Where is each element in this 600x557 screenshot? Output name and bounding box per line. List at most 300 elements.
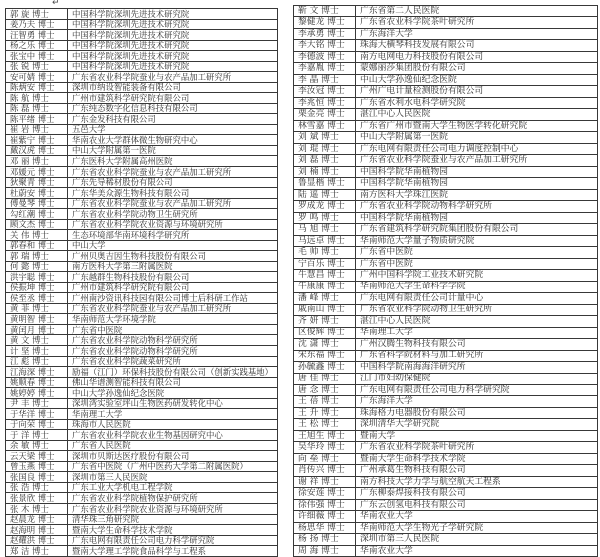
doctor-name-cell: 郭 瑞 博士 (6, 251, 68, 261)
affiliation-cell: 广东省农业科学院动物卫生研究所 (360, 304, 492, 315)
doctor-name-cell: 陈炳安 博士 (6, 83, 68, 93)
table-row (294, 201, 597, 212)
affiliation-cell: 中山大学孙逸仙纪念医院 (360, 74, 457, 85)
table-row (294, 213, 597, 224)
affiliation-cell: 南方医科大学第三附属医院 (72, 261, 173, 272)
table-row (294, 465, 597, 476)
affiliation-cell: 广东省农业科学院茶叶研究所 (360, 17, 475, 28)
affiliation-cell: 华南师范大学环境学院 (72, 314, 156, 324)
table-row (6, 9, 277, 20)
affiliation-cell: 广东先导稀材股份有限公司 (72, 177, 173, 188)
affiliation-cell: 广州中国科学院工业技术研究院 (360, 270, 484, 280)
affiliation-cell: 广东省中医院 (360, 247, 413, 258)
doctor-name-cell: 陈平绪 博士 (6, 114, 68, 124)
doctor-name-cell: 洪宇聪 博士 (6, 272, 68, 282)
affiliation-cell: 广东金发科技有限公司 (72, 114, 156, 124)
affiliation-cell: 广东云创氢电科技有限公司 (360, 499, 466, 510)
table-row (6, 114, 277, 125)
doctor-name-cell: 云天梁 博士 (6, 451, 68, 461)
affiliation-cell: 广州市建筑科学研究院有限公司 (72, 282, 190, 293)
table-row (6, 430, 277, 441)
table-row (6, 335, 277, 346)
affiliation-cell: 广州承葛生物科技有限公司 (360, 465, 466, 476)
affiliation-cell: 中国科学院深圳先进技术研究院 (72, 30, 190, 40)
doctor-name-cell: 刘 琨 博士 (294, 144, 356, 154)
doctor-name-cell: 吴华玲 博士 (294, 442, 356, 452)
doctor-name-cell: 李德波 博士 (294, 52, 356, 62)
affiliation-cell: 暨南大学生命科学技术学院 (360, 453, 466, 464)
table-row (294, 385, 597, 396)
table-row (294, 477, 597, 488)
doctor-roster-table-left (5, 8, 278, 557)
doctor-name-cell: 邓媛元 博士 (6, 167, 68, 177)
table-row (6, 314, 277, 325)
table-row (294, 52, 597, 63)
table-row (6, 272, 277, 283)
affiliation-cell: 华南农业大学 (360, 511, 413, 522)
table-row (294, 500, 597, 511)
doctor-name-cell: 安可婧 博士 (6, 72, 68, 82)
table-row (294, 236, 597, 247)
doctor-name-cell: 杨思华 博士 (294, 523, 356, 533)
doctor-name-cell: 栗金亮 博士 (294, 109, 356, 119)
table-row (6, 188, 277, 199)
table-row (6, 41, 277, 52)
table-row (6, 72, 277, 83)
table-row (6, 293, 277, 304)
table-row (294, 396, 597, 407)
doctor-name-cell: 宋东福 博士 (294, 351, 356, 361)
doctor-name-cell: 王 松 博士 (294, 419, 356, 429)
affiliation-cell: 广东省农业科学院动物科学研究所 (72, 346, 198, 356)
affiliation-cell: 广东海洋大学 (360, 396, 413, 407)
affiliation-cell: 清华珠三角研究院 (72, 514, 139, 525)
table-row (6, 241, 277, 252)
table-row (294, 178, 597, 189)
affiliation-cell: 中国科学院深圳先进技术研究院 (72, 51, 190, 61)
doctor-name-cell: 郭 旋 博士 (6, 9, 68, 19)
affiliation-cell: 广东省建筑科学研究院集团股份有限公司 (360, 224, 519, 235)
affiliation-cell: 中国科学院华南植物园 (360, 212, 448, 223)
doctor-name-cell: 马 旭 博士 (294, 224, 356, 234)
table-row (294, 351, 597, 362)
doctor-name-cell: 许细薇 博士 (294, 511, 356, 521)
table-row (6, 125, 277, 136)
affiliation-cell: 中山大学 (72, 240, 106, 251)
affiliation-cell: 中国科学院华南植物园 (360, 178, 448, 189)
affiliation-cell: 广东省农业科学院动物卫生研究所 (72, 209, 198, 219)
doctor-name-cell: 郭春和 博士 (6, 241, 68, 251)
table-row (294, 523, 597, 534)
affiliation-cell: 华南理工大学 (360, 327, 413, 338)
affiliation-cell: 南方医科大学珠江医院 (360, 189, 448, 200)
affiliation-cell: 生态环境部华南环境科学研究所 (72, 230, 190, 240)
table-row (6, 546, 277, 556)
doctor-name-cell: 徐安莲 博士 (294, 488, 356, 498)
table-row (6, 504, 277, 515)
table-row (294, 488, 597, 499)
table-row (6, 388, 277, 399)
table-row (294, 546, 597, 556)
affiliation-cell: 南方科技大学力学与航空航天工程系 (360, 476, 501, 487)
table-row (6, 146, 277, 157)
doctor-name-cell: 毛 帅 博士 (294, 247, 356, 257)
affiliation-cell: 珠海大横琴科技发展有限公司 (360, 40, 475, 51)
doctor-name-cell: 戴汉虎 博士 (6, 146, 68, 156)
table-row (6, 515, 277, 526)
affiliation-cell: 珠海市人民医院 (72, 419, 131, 430)
table-row (6, 178, 277, 189)
table-row (294, 442, 597, 453)
affiliation-cell: 广州汉腾生物科技有限公司 (360, 339, 466, 349)
table-row (6, 167, 277, 178)
table-row (294, 316, 597, 327)
affiliation-cell: 广东省人民医院 (72, 440, 131, 451)
doctor-name-cell: 罗 鸣 博士 (294, 213, 356, 223)
affiliation-cell: 广东省农业科学院农业资源与环境研究所 (72, 219, 223, 230)
table-row (294, 75, 597, 86)
table-row (294, 155, 597, 166)
affiliation-cell: 广东省第二人民医院 (360, 6, 440, 16)
table-row (294, 305, 597, 316)
affiliation-cell: 广东省农业科学院蔬菜研究所 (72, 356, 181, 367)
table-row (6, 420, 277, 431)
affiliation-cell: 广东电网有限责任公司电力科学研究院 (360, 384, 510, 395)
table-row (294, 339, 597, 350)
affiliation-cell: 广州贝奥吉因生物科技股份有限公司 (72, 251, 206, 261)
doctor-name-cell: 于 洋 博士 (6, 430, 68, 440)
doctor-name-cell: 李 晶 博士 (294, 75, 356, 85)
affiliation-cell: 中山大学附属第一医院 (360, 132, 448, 143)
affiliation-cell: 广东工业大学机电工程学院 (72, 482, 173, 493)
doctor-name-cell: 黎健龙 博士 (294, 17, 356, 27)
doctor-name-cell: 肖传兴 博士 (294, 465, 356, 475)
table-row (6, 156, 277, 167)
table-row (6, 62, 277, 73)
doctor-name-cell: 于华洋 博士 (6, 409, 68, 419)
table-row (6, 483, 277, 494)
affiliation-cell: 暨南大学理工学院食品科学与工程系 (72, 546, 206, 556)
doctor-name-cell: 牛慧昌 博士 (294, 270, 356, 280)
affiliation-cell: 中国科学院深圳先进技术研究院 (72, 19, 190, 30)
doctor-name-cell: 区俊辉 博士 (294, 328, 356, 338)
doctor-name-cell: 宁百乐 博士 (294, 259, 356, 269)
table-row (6, 20, 277, 31)
affiliation-cell: 江门市妇幼保健院 (360, 373, 431, 384)
table-row (294, 29, 597, 40)
doctor-name-cell: 侯振坤 博士 (6, 283, 68, 293)
affiliation-cell: 广东柳泰焊接科技有限公司 (360, 488, 466, 499)
affiliation-cell: 中国科学院深圳先进技术研究院 (72, 61, 190, 72)
table-row (6, 135, 277, 146)
doctor-name-cell: 罗成龙 博士 (294, 201, 356, 211)
table-row (294, 293, 597, 304)
table-row (294, 6, 597, 17)
affiliation-cell: 广东省科学院材料与加工研究所 (360, 350, 484, 361)
doctor-name-cell: 汪智勇 博士 (6, 30, 68, 40)
affiliation-cell: 南方电网电力科技股份有限公司 (360, 51, 484, 62)
affiliation-cell: 广州广电计量检测股份有限公司 (360, 86, 484, 97)
affiliation-cell: 中国科学院南海海洋研究所 (360, 362, 466, 372)
affiliation-cell: 广东省农业科学院蚕业与农产品加工研究所 (72, 303, 232, 314)
doctor-name-cell: 关 伟 博士 (6, 230, 68, 240)
table-row (6, 472, 277, 483)
table-row (6, 462, 277, 473)
doctor-name-cell: 顾文杰 博士 (6, 220, 68, 230)
doctor-name-cell: 牛康康 博士 (294, 282, 356, 292)
doctor-name-cell: 谢 祥 博士 (294, 477, 356, 487)
affiliation-cell: 深圳湾实验室坪山生物医药研发转化中心 (72, 398, 223, 409)
affiliation-cell: 广东省水利水电科学研究院 (360, 97, 466, 108)
table-row (294, 132, 597, 143)
affiliation-cell: 广东华美众源生物科技有限公司 (72, 188, 190, 198)
affiliation-cell: 暨南大学生命科学技术学院 (72, 525, 173, 535)
doctor-name-cell: 邓 丽 博士 (6, 156, 68, 166)
table-row (6, 493, 277, 504)
table-row (6, 262, 277, 273)
affiliation-cell: 广东医科大学附属高州医院 (72, 156, 173, 166)
table-row (6, 378, 277, 389)
doctor-name-cell: 曾玉燕 博士 (6, 462, 68, 472)
doctor-name-cell: 黄 菲 博士 (6, 304, 68, 314)
doctor-name-cell: 唐 佳 博士 (294, 374, 356, 384)
affiliation-cell: 中国科学院华南植物园 (360, 166, 448, 177)
doctor-name-cell: 向 垒 博士 (294, 454, 356, 464)
affiliation-cell: 中国科学院深圳先进技术研究院 (72, 9, 190, 19)
table-row (6, 199, 277, 210)
doctor-name-cell: 何 懿 博士 (6, 262, 68, 272)
doctor-name-cell: 余 敏 博士 (6, 441, 68, 451)
doctor-name-cell: 周 海 博士 (294, 546, 356, 556)
paragraph-mark-icon: ↵ (52, 0, 60, 8)
table-row (294, 431, 597, 442)
affiliation-cell: 广州南沙资讯科技园有限公司博士后科研工作站 (72, 293, 248, 303)
doctor-name-cell: 徐伟强 博士 (294, 500, 356, 510)
affiliation-cell: 广东省农业科学院茶叶研究所 (360, 442, 475, 453)
table-row (294, 17, 597, 28)
table-row (294, 408, 597, 419)
table-row (6, 283, 277, 294)
affiliation-cell: 广东省农业科学院蚕业与农产品加工研究所 (72, 198, 232, 209)
doctor-name-cell: 陈 磊 博士 (6, 104, 68, 114)
doctor-name-cell: 陈 航 博士 (6, 93, 68, 103)
doctor-name-cell: 江海深 博士 (6, 367, 68, 377)
table-row (6, 325, 277, 336)
table-row (6, 51, 277, 62)
doctor-name-cell: 鲁显楷 博士 (294, 178, 356, 188)
affiliation-cell: 广东电网有限责任公司电力科学研究院 (72, 535, 215, 546)
table-row (294, 534, 597, 545)
doctor-name-cell: 沈 潇 博士 (294, 339, 356, 349)
doctor-roster-table-right (293, 5, 598, 557)
table-row (6, 409, 277, 420)
doctor-name-cell: 黄明智 博士 (6, 314, 68, 324)
doctor-name-cell: 杨 扬 博士 (294, 534, 356, 544)
affiliation-cell: 深圳市第三人民医院 (72, 472, 148, 482)
doctor-name-cell: 孙毓鑫 博士 (294, 362, 356, 372)
affiliation-cell: 华南农业大学群体微生物研究中心 (72, 135, 198, 145)
doctor-name-cell: 王 蓓 博士 (294, 396, 356, 406)
table-row (6, 399, 277, 410)
doctor-name-cell: 勾红潮 博士 (6, 209, 68, 219)
doctor-name-cell: 崔 岩 博士 (6, 125, 68, 135)
affiliation-cell: 暨南大学 (360, 430, 396, 441)
doctor-name-cell: 张国良 博士 (6, 472, 68, 482)
table-row (294, 40, 597, 51)
table-row (294, 86, 597, 97)
table-row (294, 259, 597, 270)
doctor-name-cell: 李大铭 博士 (294, 40, 356, 50)
table-row (294, 121, 597, 132)
table-row (6, 357, 277, 368)
affiliation-cell: 广东电网有限责任公司电力调度控制中心 (360, 143, 519, 154)
table-row (294, 167, 597, 178)
affiliation-cell: 广东海洋大学 (360, 28, 413, 39)
doctor-name-cell: 潘 峰 博士 (294, 293, 356, 303)
table-row (294, 362, 597, 373)
doctor-name-cell: 靳 文 博士 (294, 6, 356, 16)
doctor-name-cell: 李汝冠 博士 (294, 86, 356, 96)
doctor-name-cell: 戚南山 博士 (294, 305, 356, 315)
doctor-name-cell: 尹 丰 博士 (6, 399, 68, 409)
affiliation-cell: 佛山华谱测智能科技有限公司 (72, 377, 181, 388)
doctor-name-cell: 赵海明 博士 (6, 525, 68, 535)
affiliation-cell: 深圳市纳设智能装备有限公司 (72, 82, 181, 93)
affiliation-cell: 广东省中医院 (360, 258, 413, 269)
table-row (6, 367, 277, 378)
doctor-name-cell: 傅曼琴 博士 (6, 199, 68, 209)
table-row (294, 144, 597, 155)
table-row (294, 63, 597, 74)
affiliation-cell: 中山大学附属第一医院 (72, 145, 156, 156)
affiliation-cell: 广州市建筑科学研究院有限公司 (72, 93, 190, 103)
doctor-name-cell: 张 木 博士 (6, 504, 68, 514)
doctor-name-cell: 王旭生 博士 (294, 431, 356, 441)
affiliation-cell: 湛江中心人民医院 (360, 316, 431, 326)
table-row (294, 247, 597, 258)
affiliation-cell: 广东省农业科学院动物科学研究所 (72, 335, 198, 345)
table-row (6, 209, 277, 220)
doctor-name-cell: 姜乃夫 博士 (6, 20, 68, 30)
affiliation-cell: 广东省农业科学院蚕业与农产品加工研究所 (360, 155, 528, 166)
doctor-name-cell: 王 升 博士 (294, 408, 356, 418)
table-row (294, 374, 597, 385)
affiliation-cell: 深圳市第三人民医院 (360, 534, 440, 545)
table-row (6, 441, 277, 452)
affiliation-cell: 广东省农业科学院农业生物基因研究中心 (72, 430, 223, 440)
table-row (294, 328, 597, 339)
table-row (294, 454, 597, 465)
doctor-name-cell: 姚顺春 博士 (6, 378, 68, 388)
doctor-name-cell: 齐 妍 博士 (294, 316, 356, 326)
doctor-name-cell: 刘 磊 博士 (294, 155, 356, 165)
affiliation-cell: 中国科学院深圳先进技术研究院 (72, 40, 190, 51)
affiliation-cell: 广东省农业科学院蚕业与农产品加工研究所 (72, 72, 232, 82)
doctor-name-cell: 黄 文 博士 (6, 335, 68, 345)
doctor-name-cell: 江 彪 博士 (6, 357, 68, 367)
doctor-name-cell: 赵耀洪 博士 (6, 536, 68, 546)
doctor-name-cell: 张宝中 博士 (6, 51, 68, 61)
table-row (6, 304, 277, 315)
doctor-name-cell: 李承勇 博士 (294, 29, 356, 39)
table-row (294, 511, 597, 522)
affiliation-cell: 广东省中医院（广州中医药大学第二附属医院） (72, 461, 248, 472)
affiliation-cell: 中山大学孙逸仙纪念医院 (72, 388, 165, 398)
affiliation-cell: 华南理工大学 (72, 409, 123, 419)
doctor-name-cell: 刘 斌 博士 (294, 132, 356, 142)
table-row (6, 220, 277, 231)
affiliation-cell: 华南师范大学生命科学学院 (360, 281, 466, 292)
doctor-name-cell: 崔紫宁 博士 (6, 135, 68, 145)
doctor-name-cell: 姚婷婷 博士 (6, 388, 68, 398)
table-row (6, 93, 277, 104)
doctor-name-cell: 马远卓 博士 (294, 236, 356, 246)
affiliation-cell: 广东省农业科学院农业资源与环境研究所 (72, 503, 223, 514)
doctor-name-cell: 于向荣 博士 (6, 420, 68, 430)
affiliation-cell: 深圳市贝斯达医疗股份有限公司 (72, 451, 190, 461)
affiliation-cell: 华南师范大学量子物质研究院 (360, 235, 475, 246)
doctor-name-cell: 侯至丞 博士 (6, 293, 68, 303)
doctor-name-cell: 黄闰月 博士 (6, 325, 68, 335)
doctor-name-cell: 李嘉胤 博士 (294, 63, 356, 73)
affiliation-cell: 广东省农业科学院植物保护研究所 (72, 493, 198, 503)
affiliation-cell: 蒙娜丽莎集团股份有限公司 (360, 63, 466, 74)
affiliation-cell: 华南师范大学生物光子学研究院 (360, 522, 484, 533)
doctor-name-cell: 计 坚 博士 (6, 346, 68, 356)
table-row (294, 282, 597, 293)
table-row (6, 83, 277, 94)
table-row (6, 536, 277, 547)
affiliation-cell: 广东省农业科学院蚕业与农产品加工研究所 (72, 166, 232, 177)
doctor-name-cell: 张 浩 博士 (6, 483, 68, 493)
affiliation-cell: 广东越群生物科技股份有限公司 (72, 272, 190, 282)
table-row (6, 451, 277, 462)
affiliation-cell: 深圳清华大学研究院 (360, 419, 440, 430)
affiliation-cell: 广东省广州市暨南大学生物医学转化研究院 (360, 120, 528, 131)
doctor-name-cell: 唐 念 博士 (294, 385, 356, 395)
table-row (6, 104, 277, 115)
table-row (294, 224, 597, 235)
doctor-name-cell: 杨之乐 博士 (6, 41, 68, 51)
affiliation-cell: 励福（江门）环保科技股份有限公司（创新实践基地） (72, 367, 273, 377)
doctor-name-cell: 张景欣 博士 (6, 493, 68, 503)
doctor-name-cell: 刘 楠 博士 (294, 167, 356, 177)
doctor-name-cell: 陆 遥 博士 (294, 190, 356, 200)
doctor-name-cell: 狄聚青 博士 (6, 178, 68, 188)
table-row (294, 419, 597, 430)
doctor-name-cell: 林雪嘉 博士 (294, 121, 356, 131)
table-row (6, 30, 277, 41)
table-row (6, 230, 277, 241)
affiliation-cell: 广东省农业科学院动物科学研究所 (360, 201, 492, 212)
table-row (294, 190, 597, 201)
affiliation-cell: 广东纯态数字化信息科技有限公司 (72, 103, 198, 114)
doctor-name-cell: 李兆恒 博士 (294, 98, 356, 108)
table-row (294, 270, 597, 281)
doctor-name-cell: 郑 洁 博士 (6, 546, 68, 556)
affiliation-cell: 广东省中医院 (72, 324, 123, 335)
affiliation-cell: 五邑大学 (72, 124, 106, 135)
doctor-name-cell: 杜蔚安 博士 (6, 188, 68, 198)
table-row (6, 346, 277, 357)
affiliation-cell: 华南农业大学 (360, 545, 413, 556)
table-row (6, 251, 277, 262)
affiliation-cell: 湛江中心人民医院 (360, 109, 431, 120)
doctor-name-cell: 赵晨龙 博士 (6, 515, 68, 525)
table-row (294, 98, 597, 109)
table-row (294, 109, 597, 120)
table-row (6, 525, 277, 536)
